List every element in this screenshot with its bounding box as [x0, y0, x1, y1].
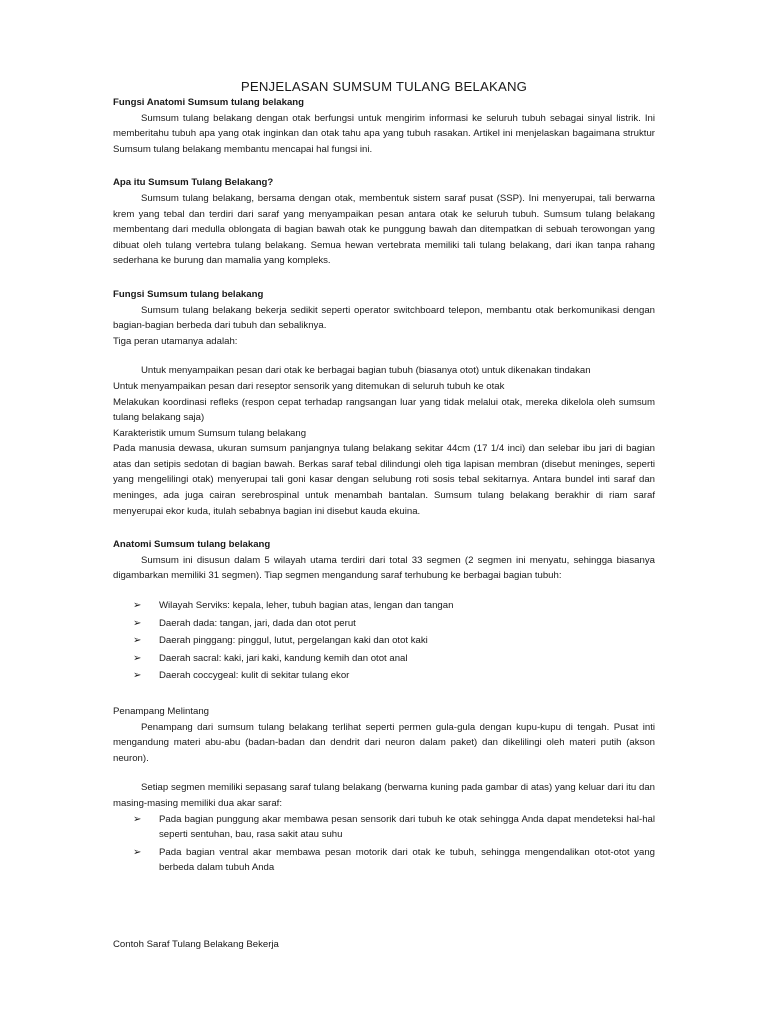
- paragraph-penampang: Penampang dari sumsum tulang belakang terlihat seperti permen gula-gula dengan kupu-kupu di tengah. Pusat inti mengandung materi abu-abu (badan-badan dan dendrit dari neuron dalam paket) dan dikelilingi oleh materi putih (akson neuron).: [113, 721, 655, 764]
- section-heading-anatomi: Anatomi Sumsum tulang belakang: [113, 539, 271, 551]
- list-item: ➢ Daerah coccygeal: kulit di sekitar tulang ekor: [113, 668, 655, 684]
- region-list: [113, 598, 655, 684]
- role-item: Untuk menyampaikan pesan dari otak ke berbagai bagian tubuh (biasanya otot) untuk dikenakan tindakan: [141, 365, 591, 377]
- role-item: Untuk menyampaikan pesan dari reseptor sensorik yang ditemukan di seluruh tubuh ke otak: [113, 380, 505, 392]
- paragraph-characteristics: Pada manusia dewasa, ukuran sumsum panjangnya tulang belakang sekitar 44cm (17 1/4 inci) dan selebar ibu jari di bagian atas dan setipis sedotan di bagian bawah. Berkas saraf tebal dilindungi oleh tiga lapisan membran (disebut meninges, seperti yang mengelilingi otak) menyerupai tali goni kasar dengan selubung roti sosis tebal sekitarnya. Antara bundel inti saraf dan meninges, ada juga cairan serebrospinal untuk menambah bantalan. Sumsum tulang belakang berakhir di riam saraf menyerupai ekor kuda, itulah sebabnya bagian ini disebut kauda ekuina.: [113, 443, 655, 517]
- role-item: Melakukan koordinasi refleks (respon cepat terhadap rangsangan luar yang tidak melalui otak, mereka dikelola oleh sumsum tulang belakang saja): [113, 396, 655, 424]
- list-item: ➢ Wilayah Serviks: kepala, leher, tubuh bagian atas, lengan dan tangan: [113, 598, 655, 614]
- footer-caption: Contoh Saraf Tulang Belakang Bekerja: [113, 939, 279, 950]
- list-item: ➢ Daerah dada: tangan, jari, dada dan otot perut: [113, 616, 655, 632]
- arrow-bullet-icon: ➢: [133, 670, 142, 682]
- roles-intro: Tiga peran utamanya adalah:: [113, 335, 238, 347]
- paragraph-fungsi-anatomi: Sumsum tulang belakang dengan otak berfungsi untuk mengirim informasi ke seluruh tubuh sebagai sinyal listrik. Ini memberitahu tubuh apa yang otak inginkan dan otak tahu apa yang tubuh rasakan. Artikel ini menjelaskan bagaimana struktur Sumsum tulang belakang membantu mencapai hal fungsi ini.: [113, 112, 655, 155]
- section-heading-fungsi: Fungsi Sumsum tulang belakang: [113, 288, 264, 300]
- arrow-bullet-icon: ➢: [133, 652, 142, 664]
- arrow-bullet-icon: ➢: [133, 635, 142, 647]
- page-title: PENJELASAN SUMSUM TULANG BELAKANG: [240, 79, 528, 94]
- document-content: [113, 79, 655, 878]
- section-heading-penampang: Penampang Melintang: [113, 706, 210, 717]
- section-heading-apa-itu: Apa itu Sumsum Tulang Belakang?: [113, 177, 274, 189]
- characteristics-heading: Karakteristik umum Sumsum tulang belakang: [113, 427, 307, 439]
- arrow-bullet-icon: ➢: [133, 846, 142, 858]
- list-item: ➢ Pada bagian ventral akar membawa pesan motorik dari otak ke tubuh, sehingga mengendalikan otot-otot yang berbeda dalam tubuh Anda: [133, 846, 655, 874]
- list-item: ➢ Daerah sacral: kaki, jari kaki, kandung kemih dan otot anal: [113, 651, 655, 667]
- paragraph-segmen: Setiap segmen memiliki sepasang saraf tulang belakang (berwarna kuning pada gambar di atas) yang keluar dari itu dan masing-masing memiliki dua akar saraf:: [113, 782, 655, 809]
- arrow-bullet-icon: ➢: [133, 813, 142, 825]
- section-heading-fungsi-anatomi: Fungsi Anatomi Sumsum tulang belakang: [113, 97, 305, 108]
- paragraph-apa-itu: Sumsum tulang belakang, bersama dengan otak, membentuk sistem saraf pusat (SSP). Ini menyerupai, tali berwarna krem yang tebal dan terdiri dari saraf yang menyampaikan pesan antara otak ke seluruh tubuh. Sumsum tulang belakang membentang dari medulla oblongata di bagian bawah otak ke punggung bawah dan ditempatkan di sebuah terowongan yang dibuat oleh tulang vertebra tulang belakang. Semua hewan vertebrata memiliki tali tulang belakang, dari ikan tanpa rahang sederhana ke burung dan mamalia yang kompleks.: [113, 192, 655, 267]
- arrow-bullet-icon: ➢: [133, 617, 142, 629]
- list-item: ➢ Pada bagian punggung akar membawa pesan sensorik dari tubuh ke otak sehingga Anda dapat mendeteksi hal-hal seperti sentuhan, bau, rasa sakit atau suhu: [133, 813, 655, 841]
- root-list: [113, 812, 655, 876]
- paragraph-fungsi: Sumsum tulang belakang bekerja sedikit seperti operator switchboard telepon, membantu otak berkomunikasi dengan bagian-bagian berbeda dari tubuh dan sebaliknya.: [113, 304, 655, 332]
- paragraph-anatomi: Sumsum ini disusun dalam 5 wilayah utama terdiri dari total 33 segmen (2 segmen ini menyatu, sehingga biasanya digambarkan memiliki 31 segmen). Tiap segmen mengandung saraf terhubung ke berbagai bagian tubuh:: [113, 554, 655, 582]
- list-item: ➢ Daerah pinggang: pinggul, lutut, pergelangan kaki dan otot kaki: [113, 633, 655, 649]
- arrow-bullet-icon: ➢: [133, 600, 142, 612]
